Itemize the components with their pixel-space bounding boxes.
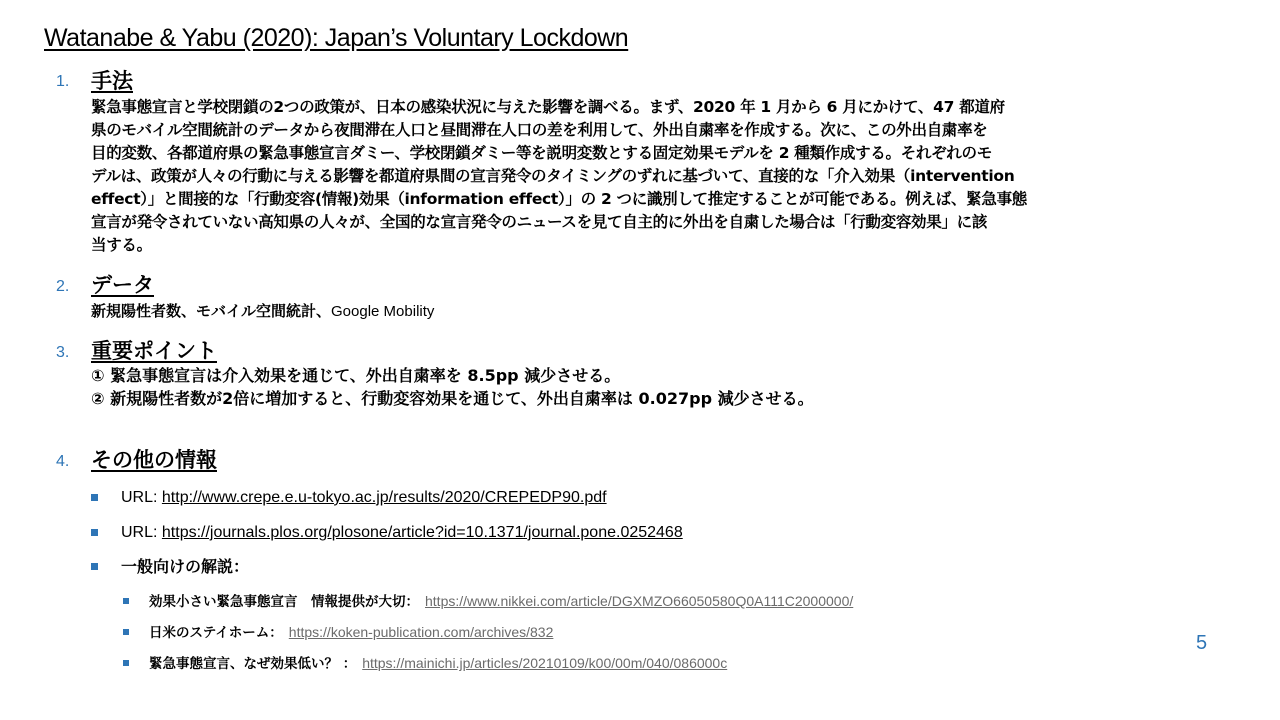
article-label: 効果小さい緊急事態宣言 情報提供が大切：	[149, 594, 419, 610]
bullet-icon	[91, 563, 98, 570]
page-number: 5	[1196, 632, 1208, 654]
slide-title: Watanabe & Yabu (2020): Japan’s Voluntary Lockdown	[44, 24, 629, 52]
article-item-nikkei	[149, 591, 853, 612]
body-line: 当する。	[91, 236, 152, 254]
mainichi-article-link[interactable]: https://mainichi.jp/articles/20210109/k00/00m/040/086000c	[362, 655, 728, 671]
section-1-body	[91, 96, 1201, 257]
plos-paper-link[interactable]: https://journals.plos.org/plosone/article?id=10.1371/journal.pone.0252468	[161, 524, 683, 541]
body-line: 県のモバイル空間統計のデータから夜間滞在人口と昼間滞在人口の差を利用して、外出自粛率を作成する。次に、この外出自粛率を	[91, 121, 988, 139]
article-label: 日米のステイホーム：	[149, 625, 283, 641]
body-line: 緊急事態宣言と学校閉鎖の2つの政策が、日本の感染状況に与えた影響を調べる。まず、2020 年 1 月から 6 月にかけて、47 都道府	[91, 98, 1005, 116]
url-prefix: URL:	[121, 524, 162, 541]
section-1-heading: 手法	[91, 69, 133, 93]
body-line: 宣言が発令されていない高知県の人々が、全国的な宣言発令のニュースを見て自主的に外出を自粛した場合は「行動変容効果」に該	[91, 213, 988, 231]
section-4-heading: その他の情報	[91, 448, 217, 472]
section-1-number: 1.	[56, 73, 70, 90]
body-line: effect）」と間接的な「行動変容(情報)効果（information effect）」の 2 つに識別して推定することが可能である。例えば、緊急事態	[91, 190, 1027, 208]
section-2-heading: データ	[91, 273, 154, 297]
bullet-icon	[91, 494, 98, 501]
article-item-mainichi	[149, 653, 727, 674]
url-line-1	[121, 487, 607, 509]
crepe-paper-link[interactable]: http://www.crepe.e.u-tokyo.ac.jp/results/2020/CREPEDP90.pdf	[161, 489, 607, 506]
section-4-number: 4.	[56, 453, 70, 470]
article-label: 緊急事態宣言、なぜ効果低い？ ：	[149, 656, 357, 672]
nikkei-article-link[interactable]: https://www.nikkei.com/article/DGXMZO66050580Q0A111C2000000/	[425, 593, 854, 609]
bullet-icon	[91, 529, 98, 536]
general-explanation-heading: 一般向けの解説：	[121, 557, 250, 576]
body-line: デルは、政策が人々の行動に与える影響を都道府県間の宣言発令のタイミングのずれに基づいて、直接的な「介入効果（intervention	[91, 167, 1015, 185]
data-sources-en: Google Mobility	[331, 303, 435, 320]
koken-article-link[interactable]: https://koken-publication.com/archives/832	[288, 624, 554, 640]
body-line: 目的変数、各都道府県の緊急事態宣言ダミー、学校閉鎖ダミー等を説明変数とする固定効果モデルを 2 種類作成する。それぞれのモ	[91, 144, 992, 162]
section-2-body	[91, 300, 434, 323]
sub-bullet-icon	[123, 660, 129, 666]
sub-bullet-icon	[123, 598, 129, 604]
sub-bullet-icon	[123, 629, 129, 635]
key-point-2: ② 新規陽性者数が2倍に増加すると、行動変容効果を通じて、外出自粛率は 0.027pp 減少させる。	[91, 389, 814, 408]
key-point-1: ① 緊急事態宣言は介入効果を通じて、外出自粛率を 8.5pp 減少させる。	[91, 366, 621, 385]
section-3-heading: 重要ポイント	[91, 339, 217, 363]
section-3-number: 3.	[56, 344, 70, 361]
url-prefix: URL:	[121, 489, 162, 506]
section-2-number: 2.	[56, 278, 70, 295]
article-item-koken	[149, 622, 553, 643]
data-sources-jp: 新規陽性者数、モバイル空間統計、	[91, 302, 332, 320]
url-line-2	[121, 522, 683, 544]
